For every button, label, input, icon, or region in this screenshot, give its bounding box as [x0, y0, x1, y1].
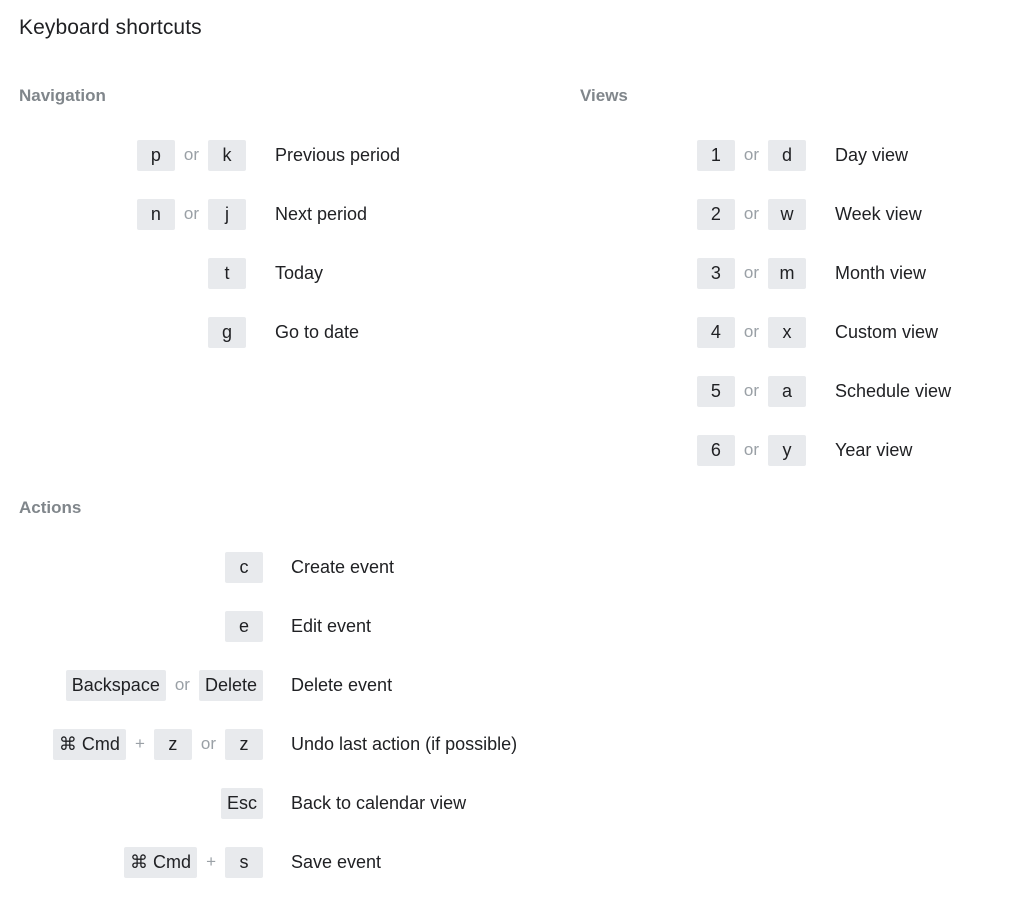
key-cap: x — [768, 317, 806, 348]
shortcut-row-month-view — [560, 257, 806, 289]
navigation-heading: Navigation — [19, 86, 106, 105]
shortcut-keys — [66, 669, 263, 701]
key-cap: 5 — [697, 376, 735, 407]
key-separator: or — [183, 145, 199, 164]
key-cap: 3 — [697, 258, 735, 289]
key-cap: s — [225, 847, 263, 878]
shortcut-keys — [137, 139, 246, 171]
shortcut-description: Day view — [835, 145, 909, 165]
key-separator: or — [743, 381, 759, 400]
shortcut-description: Create event — [291, 557, 395, 577]
shortcut-description: Undo last action (if possible) — [291, 734, 518, 754]
key-cap: n — [137, 199, 175, 230]
shortcut-row-today — [0, 257, 246, 289]
key-cap: a — [768, 376, 806, 407]
key-cap: p — [137, 140, 175, 171]
key-separator: + — [206, 852, 216, 871]
key-separator: or — [743, 204, 759, 223]
shortcut-description: Custom view — [835, 322, 939, 342]
key-cap: 6 — [697, 435, 735, 466]
shortcut-row-save-event — [0, 846, 263, 878]
shortcut-keys — [225, 610, 263, 642]
key-cap: w — [768, 199, 806, 230]
key-cap: ⌘ Cmd — [124, 847, 197, 878]
shortcut-keys — [208, 257, 246, 289]
key-cap: y — [768, 435, 806, 466]
key-cap: z — [225, 729, 263, 760]
shortcut-keys — [221, 787, 263, 819]
key-cap: m — [768, 258, 806, 289]
key-cap: 4 — [697, 317, 735, 348]
shortcut-row-undo-last-action — [0, 728, 263, 760]
shortcut-keys — [697, 434, 806, 466]
key-cap: k — [208, 140, 246, 171]
shortcut-row-go-to-date — [0, 316, 246, 348]
key-cap: Delete — [199, 670, 263, 701]
shortcut-keys — [208, 316, 246, 348]
key-cap: 2 — [697, 199, 735, 230]
shortcut-description: Month view — [835, 263, 927, 283]
shortcut-row-delete-event — [0, 669, 263, 701]
key-separator: or — [743, 263, 759, 282]
shortcut-keys — [697, 316, 806, 348]
key-cap: j — [208, 199, 246, 230]
shortcut-row-week-view — [560, 198, 806, 230]
key-separator: or — [743, 440, 759, 459]
shortcut-description: Week view — [835, 204, 922, 224]
shortcut-description: Edit event — [291, 616, 372, 636]
key-cap: z — [154, 729, 192, 760]
actions-heading: Actions — [19, 498, 82, 517]
shortcut-row-day-view — [560, 139, 806, 171]
key-cap: g — [208, 317, 246, 348]
page-title: Keyboard shortcuts — [19, 16, 202, 39]
shortcut-row-edit-event — [0, 610, 263, 642]
key-separator: or — [200, 734, 216, 753]
shortcut-description: Schedule view — [835, 381, 952, 401]
shortcut-keys — [697, 139, 806, 171]
shortcut-keys — [697, 375, 806, 407]
shortcut-description: Today — [275, 263, 324, 283]
shortcut-keys — [697, 198, 806, 230]
key-separator: + — [134, 734, 145, 753]
shortcut-row-year-view — [560, 434, 806, 466]
shortcut-keys — [53, 728, 263, 760]
key-separator: or — [743, 145, 759, 164]
shortcut-description: Next period — [275, 204, 368, 224]
shortcut-description: Delete event — [291, 675, 393, 695]
shortcut-keys — [697, 257, 806, 289]
shortcut-description: Back to calendar view — [291, 793, 467, 813]
key-separator: or — [183, 204, 199, 223]
shortcut-row-back-to-calendar — [0, 787, 263, 819]
key-cap: e — [225, 611, 263, 642]
key-cap: 1 — [697, 140, 735, 171]
key-cap: d — [768, 140, 806, 171]
shortcut-row-schedule-view — [560, 375, 806, 407]
shortcut-description: Previous period — [275, 145, 401, 165]
views-heading: Views — [580, 86, 628, 105]
key-cap: ⌘ Cmd — [53, 729, 126, 760]
key-cap: t — [208, 258, 246, 289]
key-cap: Esc — [221, 788, 263, 819]
shortcut-row-create-event — [0, 551, 263, 583]
shortcut-keys — [124, 846, 263, 878]
key-separator: or — [743, 322, 759, 341]
shortcut-keys — [225, 551, 263, 583]
shortcut-row-custom-view — [560, 316, 806, 348]
key-separator: or — [174, 675, 190, 694]
key-cap: Backspace — [66, 670, 166, 701]
shortcut-description: Save event — [291, 852, 382, 872]
shortcut-row-next-period — [0, 198, 246, 230]
shortcut-description: Go to date — [275, 322, 360, 342]
shortcut-keys — [137, 198, 246, 230]
key-cap: c — [225, 552, 263, 583]
shortcut-row-previous-period — [0, 139, 246, 171]
shortcut-description: Year view — [835, 440, 913, 460]
